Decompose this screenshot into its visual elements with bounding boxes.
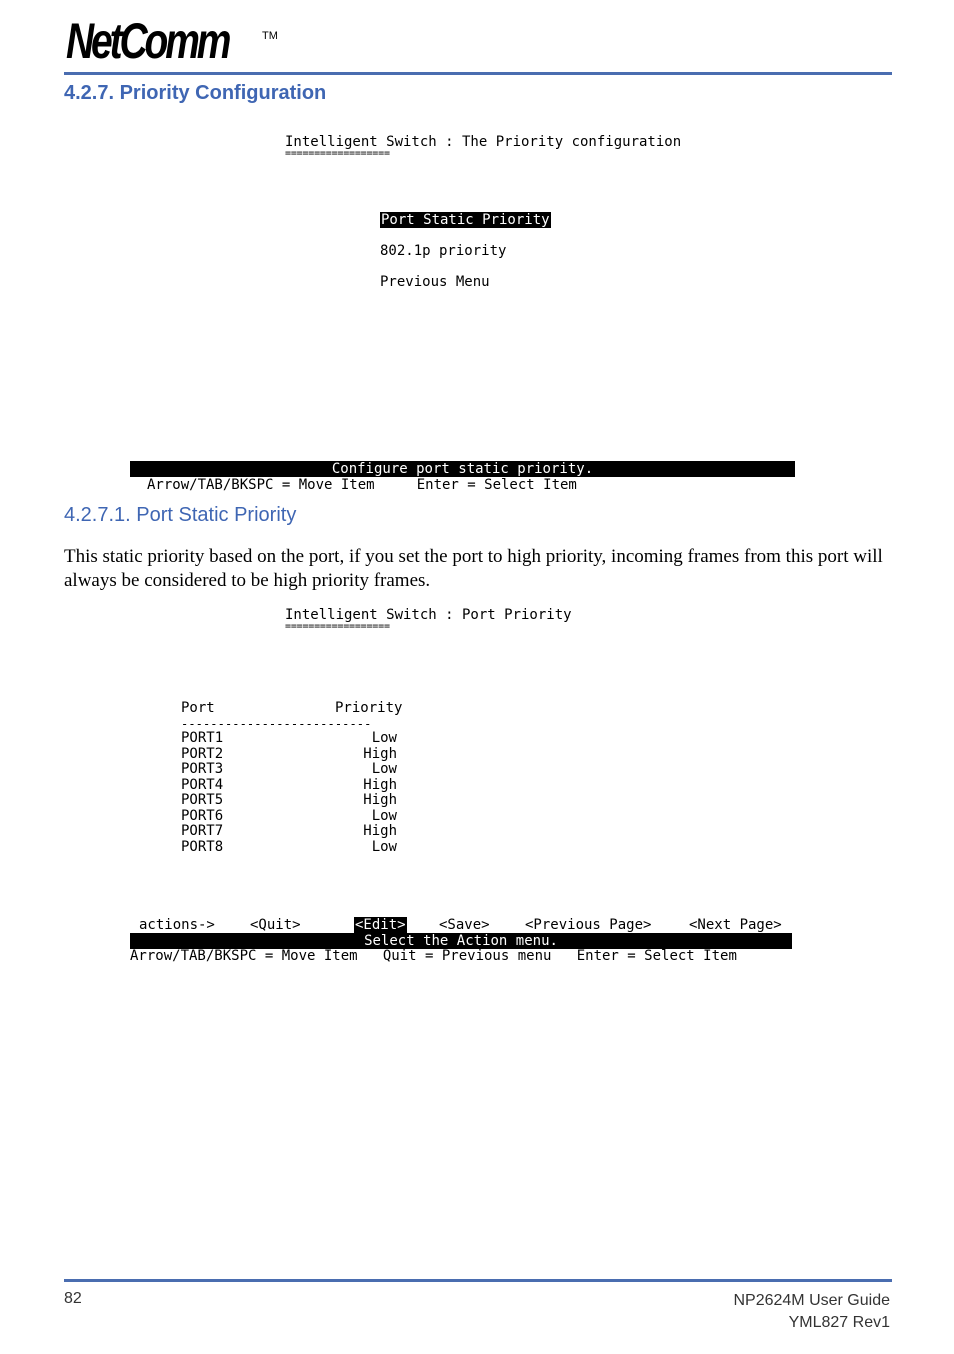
previous-page-button[interactable]: <Previous Page> (525, 917, 652, 933)
priority-value-port6[interactable]: Low (371, 807, 397, 824)
screen1-header: Intelligent Switch : The Priority configuration (285, 134, 682, 150)
table-divider: -------------------------- (181, 717, 372, 731)
table-row-port5: PORT5 (181, 792, 224, 808)
logo-wordmark: NetComm (66, 13, 229, 69)
footer-rule (64, 1279, 892, 1282)
page-number: 82 (64, 1290, 82, 1307)
screen2-underline: ================== (285, 621, 390, 632)
screen1-status-bar (130, 461, 795, 477)
subsection-body: This static priority based on the port, if you set the port to high priority, incoming frames from this port will always be considered to be high priority frames. (64, 546, 883, 591)
priority-value-port8[interactable]: Low (371, 838, 397, 855)
priority-value-port5[interactable]: High (363, 792, 397, 808)
guide-title: NP2624M User Guide (733, 1292, 890, 1309)
next-page-button[interactable]: <Next Page> (689, 917, 782, 933)
screen2-status-bar (130, 933, 792, 949)
table-row-port6: PORT6 (181, 807, 224, 824)
priority-value-port7[interactable]: High (363, 823, 397, 839)
save-button[interactable]: <Save> (439, 917, 490, 933)
edit-button[interactable]: <Edit> (355, 917, 406, 933)
port-column (181, 731, 223, 855)
screen2-help-line: Arrow/TAB/BKSPC = Move Item Quit = Previous menu Enter = Select Item (130, 948, 737, 964)
header-rule (64, 72, 892, 75)
screen2-status-text: Select the Action menu. (364, 933, 558, 949)
screen1-status-text: Configure port static priority. (331, 461, 594, 477)
table-row-port1: PORT1 (181, 730, 224, 746)
priority-value-port4[interactable]: High (363, 776, 397, 793)
table-row-port8: PORT8 (181, 838, 224, 855)
table-row-port4: PORT4 (181, 776, 224, 793)
subsection-title: 4.2.7.1. Port Static Priority (64, 504, 297, 526)
menu-item-8021p-priority[interactable]: 802.1p priority (380, 243, 507, 259)
table-row-port2: PORT2 (181, 745, 224, 762)
priority-value-port3[interactable]: Low (371, 761, 397, 777)
revision: YML827 Rev1 (788, 1314, 890, 1331)
quit-button[interactable]: <Quit> (250, 917, 301, 933)
actions-label: actions-> (139, 917, 215, 933)
logo-trademark: TM (262, 30, 278, 42)
screen1-help-line: Arrow/TAB/BKSPC = Move Item Enter = Select Item (147, 477, 577, 493)
table-row-port7: PORT7 (181, 823, 224, 839)
table-row-port3: PORT3 (181, 761, 224, 777)
column-header-port: Port (181, 700, 215, 716)
priority-value-port1[interactable]: Low (371, 730, 397, 746)
priority-column (340, 731, 397, 855)
netcomm-logo (66, 13, 286, 72)
section-title: 4.2.7. Priority Configuration (64, 82, 327, 104)
screen1-underline: ================== (285, 148, 390, 159)
screen2-header: Intelligent Switch : Port Priority (285, 607, 572, 623)
column-header-priority: Priority (335, 700, 403, 716)
footer-doc-info (733, 1290, 890, 1334)
menu-item-previous-menu[interactable]: Previous Menu (380, 274, 490, 290)
menu-item-port-static-priority[interactable]: Port Static Priority (381, 212, 550, 228)
priority-value-port2[interactable]: High (363, 745, 397, 762)
